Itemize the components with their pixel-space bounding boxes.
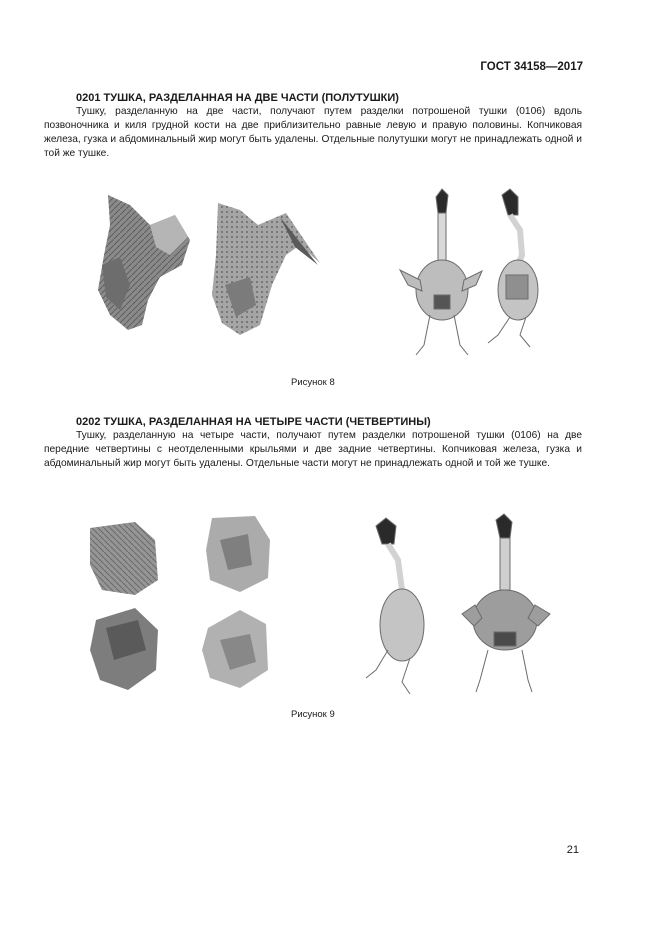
section-title-0202: 0202 ТУШКА, РАЗДЕЛАННАЯ НА ЧЕТЫРЕ ЧАСТИ (ЧЕТВЕРТИНЫ) — [76, 416, 431, 428]
quarter-rear-right-photo — [202, 610, 268, 688]
skeleton-side-view-diagram — [488, 189, 538, 347]
skeleton-front-view-diagram — [400, 189, 482, 355]
half-carcass-right-photo — [212, 203, 320, 335]
figure-8-image — [90, 185, 580, 365]
half-carcass-left-photo — [98, 195, 190, 330]
document-standard-header: ГОСТ 34158—2017 — [480, 61, 583, 73]
skeleton-side-view-diagram — [366, 518, 424, 694]
page-number: 21 — [566, 844, 579, 856]
section-title-0201: 0201 ТУШКА, РАЗДЕЛАННАЯ НА ДВЕ ЧАСТИ (ПОЛУТУШКИ) — [76, 92, 399, 104]
section-text-0201: Тушку, разделанную на две части, получают путем разделки потрошеной тушки (0106) вдоль позвоночника и киля грудной кости на две приблизительно равные левую и правую половины. Копчиковая железа, гузка и абдоминальный жир могут быть удалены. Отдельные полутушки могут не принадлежать одной и той же тушке. — [44, 106, 582, 159]
section-text-0202: Тушку, разделанную на четыре части, получают путем разделки потрошеной тушки (0106) на две передние четвертины с неотделенными крыльями и две задние четвертины. Копчиковая железа, гузка и абдоминальный жир могут быть удалены. Отдельные части могут не принадлежать одной и той же тушке. — [44, 430, 582, 469]
figure-9-caption: Рисунок 9 — [291, 709, 335, 720]
skeleton-front-view-diagram — [462, 514, 550, 692]
quarter-rear-left-photo — [90, 608, 158, 690]
figure-9-image — [80, 510, 560, 700]
quarter-front-left-photo — [90, 522, 158, 595]
quarter-front-right-photo — [206, 516, 270, 592]
figure-8-caption: Рисунок 8 — [291, 377, 335, 388]
